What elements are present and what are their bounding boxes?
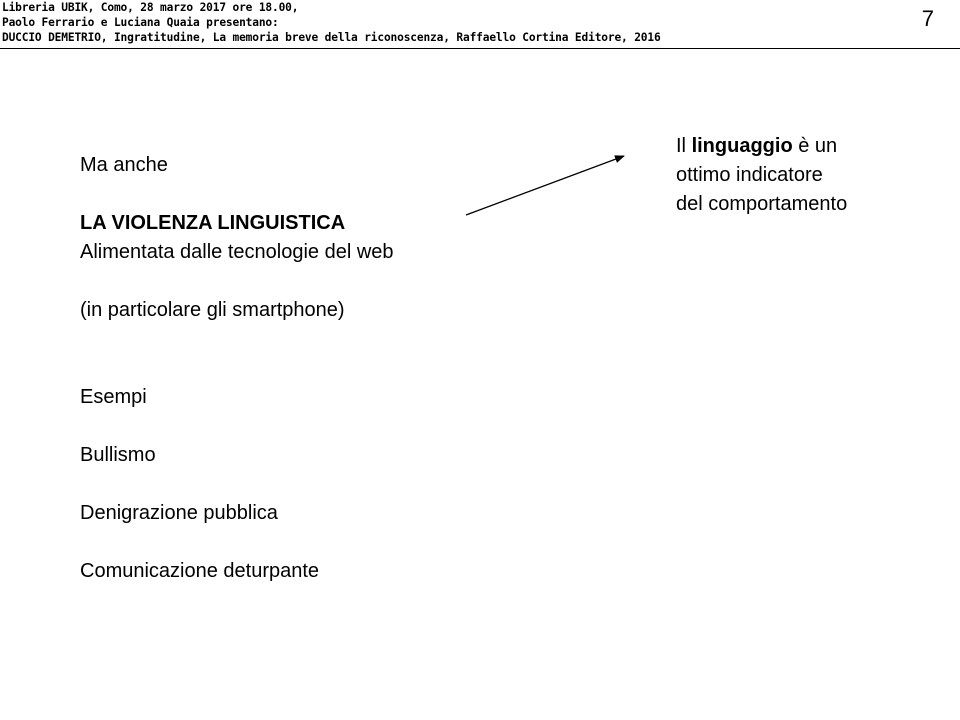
spacer	[80, 325, 394, 354]
callout-line-1	[676, 132, 847, 161]
header-line-presenters: Paolo Ferrario e Luciana Quaia presentano:	[2, 16, 279, 29]
callout-suffix: è un	[792, 135, 838, 157]
section-heading: LA VIOLENZA LINGUISTICA	[80, 212, 346, 234]
callout-line-3: del comportamento	[676, 193, 848, 215]
page-number: 7	[921, 6, 934, 31]
callout-text-block	[676, 132, 847, 219]
spacer	[80, 267, 394, 296]
callout-prefix: Il	[676, 135, 692, 157]
note-text: (in particolare gli smartphone)	[80, 299, 345, 321]
callout-bold-word: linguaggio	[691, 135, 793, 157]
intro-text: Ma anche	[80, 154, 168, 176]
examples-label: Esempi	[80, 386, 147, 408]
callout-line-2: ottimo indicatore	[676, 164, 823, 186]
slide-header	[2, 0, 902, 45]
spacer	[80, 528, 394, 557]
example-item: Bullismo	[80, 444, 156, 466]
arrow-line	[466, 156, 624, 215]
example-item: Comunicazione deturpante	[80, 560, 320, 582]
spacer	[80, 470, 394, 499]
subtitle-text: Alimentata dalle tecnologie del web	[80, 241, 394, 263]
header-line-book: DUCCIO DEMETRIO, Ingratitudine, La memoria breve della riconoscenza, Raffaello Cortina Editore, 2016	[2, 31, 661, 44]
example-item: Denigrazione pubblica	[80, 502, 278, 524]
main-text-block	[80, 151, 394, 586]
spacer	[80, 180, 394, 209]
header-divider	[0, 48, 960, 49]
spacer	[80, 412, 394, 441]
header-line-event: Libreria UBIK, Como, 28 marzo 2017 ore 18.00,	[2, 1, 299, 14]
spacer	[80, 354, 394, 383]
